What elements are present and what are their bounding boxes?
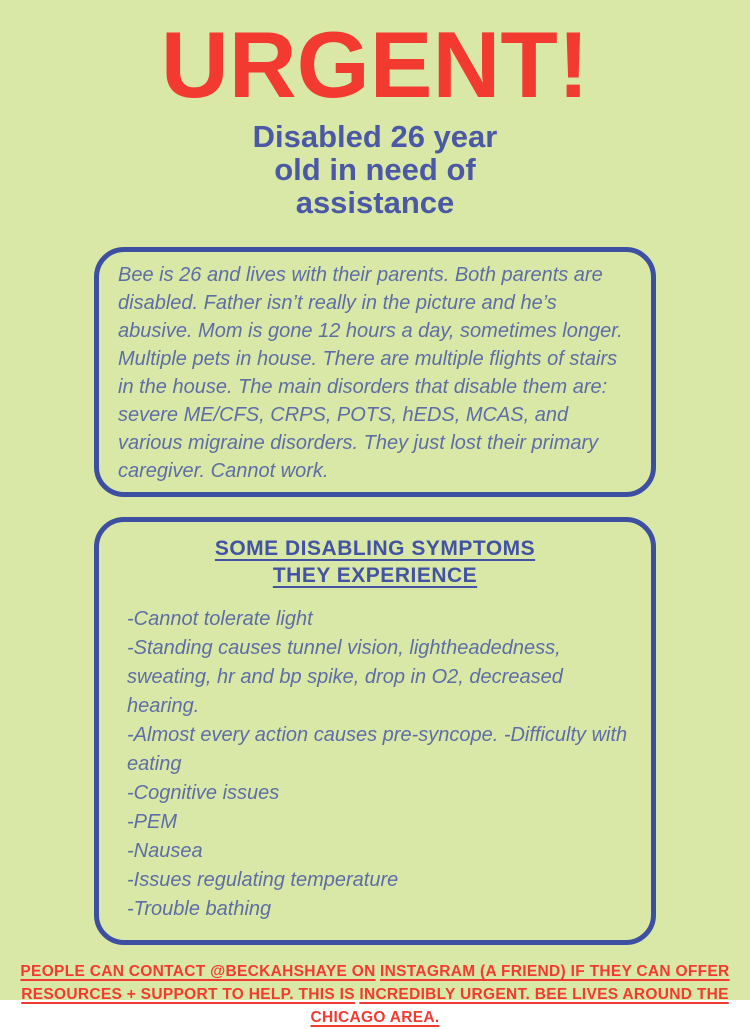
symptoms-heading xyxy=(119,535,631,589)
contact-footer xyxy=(0,960,750,1029)
contact-footer-line: CHICAGO AREA. xyxy=(310,1009,440,1026)
symptom-item: -Trouble bathing xyxy=(127,898,272,920)
symptom-item: -Cannot tolerate light xyxy=(127,608,313,630)
about-text: Bee is 26 and lives with their parents. Both parents are disabled. Father isn’t really in the picture and he’s abusive. Mom is gone 12 hours a day, sometimes longer. Multiple pets in house. There are multiple flights of stairs in the house. The main disorders that disable them are: severe ME/CFS, CRPS, POTS, hEDS, MCAS, and various migraine disorders. They just lost their primary caregiver. Cannot work. xyxy=(118,264,623,482)
subtitle-line: old in need of xyxy=(274,152,476,187)
urgent-title: URGENT! xyxy=(160,12,590,117)
symptoms-heading-line: THEY EXPERIENCE xyxy=(272,564,478,587)
symptoms-box xyxy=(94,517,656,945)
symptoms-heading-line: SOME DISABLING SYMPTOMS xyxy=(214,537,536,560)
contact-footer-line: RESOURCES + SUPPORT TO HELP. THIS IS xyxy=(21,986,355,1003)
contact-footer-line: INCREDIBLY URGENT. BEE LIVES AROUND THE xyxy=(359,986,729,1003)
subtitle-line: Disabled 26 year xyxy=(252,119,498,154)
symptom-item: -Nausea xyxy=(127,840,203,862)
symptom-item: -Cognitive issues xyxy=(127,782,280,804)
flyer-subtitle xyxy=(253,120,498,219)
symptom-list xyxy=(119,605,631,924)
about-box xyxy=(94,247,656,497)
subtitle-line: assistance xyxy=(295,185,455,220)
symptom-item: -Issues regulating temperature xyxy=(127,869,399,891)
contact-footer-line: INSTAGRAM (A FRIEND) IF THEY CAN OFFER xyxy=(380,963,730,980)
symptom-item: -Standing causes tunnel vision, lightheadedness, sweating, hr and bp spike, drop in O2, decreased hearing. xyxy=(127,637,563,717)
contact-footer-line: PEOPLE CAN CONTACT @BECKAHSHAYE ON xyxy=(20,963,376,980)
symptom-item: -Almost every action causes pre-syncope. -Difficulty with eating xyxy=(127,724,628,775)
symptom-item: -PEM xyxy=(127,811,177,833)
